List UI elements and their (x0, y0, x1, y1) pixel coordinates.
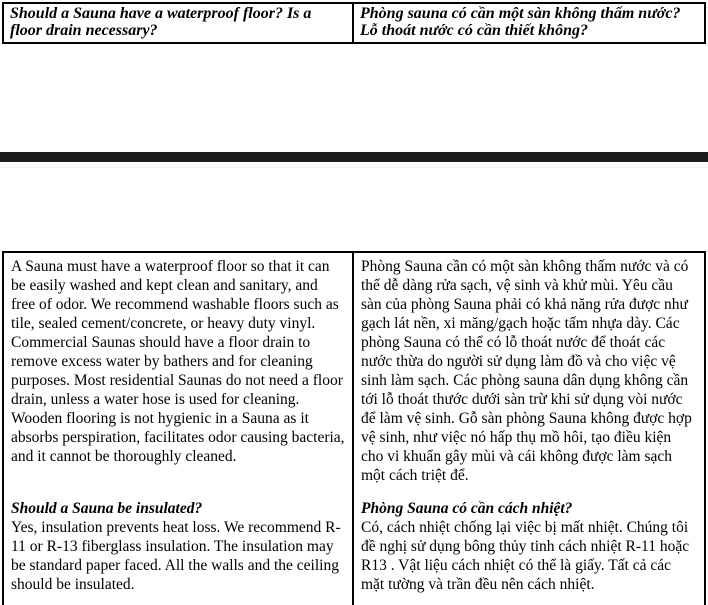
question-cell-vietnamese: Phòng sauna có cần một sàn không thấm nước? Lỗ thoát nước có cần thiết không? (360, 5, 681, 39)
english-answer-paragraph: A Sauna must have a waterproof floor so that it can be easily washed and kept clean and sanitary, and free of odor. We recommend washable floors such as tile, sealed cement/concrete, or heavy duty vinyl. Commercial Saunas should have a floor drain to remove excess water by bathers and for cleaning purposes. Most residential Saunas do not need a floor drain, unless a water hose is used for cleaning. Wooden flooring is not hygienic in a Sauna as it absorbs perspiration, facilitates odor causing bacteria, and it cannot be thoroughly cleaned. (11, 258, 345, 465)
vietnamese-insulation-question: Phòng Sauna có cần cách nhiệt? (361, 500, 573, 517)
answer-table (2, 251, 706, 605)
page-break-bar (0, 152, 708, 162)
vietnamese-insulation-answer: Có, cách nhiệt chống lại việc bị mất nhiệt. Chúng tôi đề nghị sử dụng bông thủy tinh cách nhiệt R-11 hoặc R13 . Vật liệu cách nhiệt có thể là giấy. Tất cả các mặt tường và trần đều nên cách nhiệt. (361, 519, 690, 593)
vietnamese-answer-paragraph-box (361, 257, 697, 499)
answer-cell-english (4, 253, 354, 605)
page-break-shadow-line (0, 167, 708, 168)
english-answer-paragraph-box (11, 257, 345, 499)
answer-cell-vietnamese (354, 253, 704, 605)
english-insulation-question: Should a Sauna be insulated? (11, 500, 203, 517)
english-insulation-answer: Yes, insulation prevents heat loss. We recommend R-11 or R-13 fiberglass insulation. The insulation may be standard paper faced. All the walls and the ceiling should be insulated. (11, 519, 341, 593)
vietnamese-answer-paragraph: Phòng Sauna cần có một sàn không thấm nước và có thể dễ dàng rửa sạch, vệ sinh và khử mùi. Yêu cầu sàn của phòng Sauna phải có khả năng rửa được như gạch lát nền, xi măng/gạch hoặc tấm nhựa dày. Các phòng Sauna có thể có lỗ thoát nước để thoát các nước thừa do người sử dụng làm đồ và cho việc vệ sinh làm sạch. Các phòng sauna dân dụng không cần tới lỗ thoát thước dưới sàn trừ khi sử dụng vòi nước để làm vệ sinh. Gỗ sàn phòng Sauna không được hợp vệ sinh, như việc nó hấp thụ mồ hôi, tạo điều kiện cho vi khuẩn gây mùi và cái không được làm sạch một cách triệt để. (361, 258, 692, 484)
question-header-table (2, 2, 706, 44)
question-cell-english: Should a Sauna have a waterproof floor? Is a floor drain necessary? (4, 4, 354, 42)
